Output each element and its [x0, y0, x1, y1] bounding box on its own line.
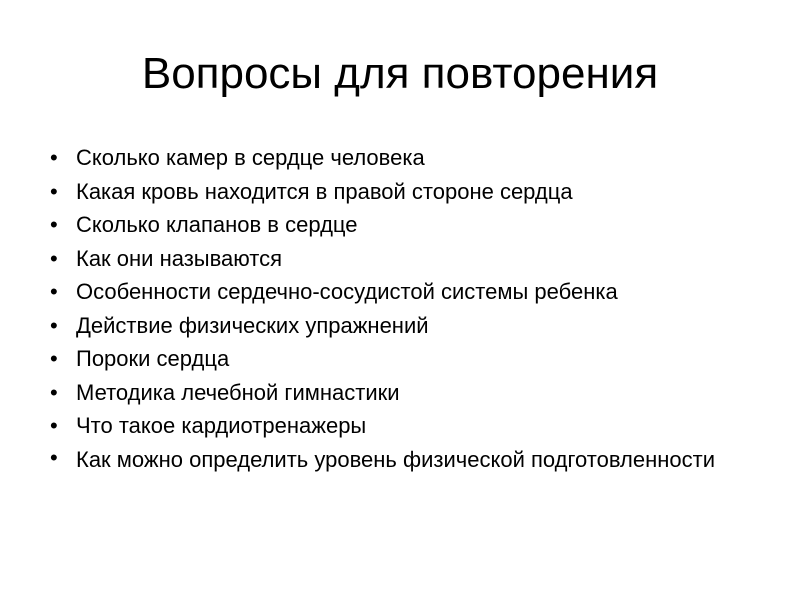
- bullet-text: Пороки сердца: [76, 346, 230, 371]
- bullet-dot: •: [50, 212, 58, 237]
- bullet-text: Что такое кардиотренажеры: [76, 413, 367, 438]
- bullet-dot: •: [50, 178, 58, 204]
- bullet-dot: •: [50, 245, 58, 271]
- bullet-dot: •: [50, 413, 58, 438]
- bullet-dot: •: [50, 346, 58, 371]
- bullet-text: Сколько камер в сердце человека: [76, 145, 425, 170]
- bullet-item: [48, 409, 768, 443]
- bullet-item: [48, 443, 768, 474]
- bullet-item: [48, 275, 768, 309]
- bullet-item: [48, 376, 768, 410]
- bullet-text: Сколько клапанов в сердце: [76, 212, 358, 237]
- bullet-dot: •: [50, 312, 58, 338]
- bullet-text: Как можно определить уровень физической подготовленности: [76, 446, 715, 472]
- bullet-item: [48, 141, 768, 175]
- bullet-item: [48, 342, 768, 376]
- bullet-dot: •: [50, 145, 58, 170]
- bullet-item: [48, 208, 768, 242]
- bullet-list: [48, 141, 768, 474]
- bullet-dot: •: [50, 279, 58, 304]
- slide-title: Вопросы для повторения: [141, 49, 659, 98]
- bullet-text: Как они называются: [76, 245, 283, 271]
- bullet-text: Особенности сердечно-сосудистой системы ребенка: [76, 279, 618, 304]
- bullet-dot: •: [50, 444, 58, 470]
- bullet-item: [48, 309, 768, 343]
- bullet-text: Методика лечебной гимнастики: [76, 379, 400, 405]
- bullet-item: [48, 242, 768, 276]
- bullet-text: Какая кровь находится в правой стороне сердца: [76, 178, 573, 204]
- bullet-dot: •: [50, 379, 58, 405]
- bullet-item: [48, 175, 768, 209]
- bullet-text: Действие физических упражнений: [76, 312, 429, 338]
